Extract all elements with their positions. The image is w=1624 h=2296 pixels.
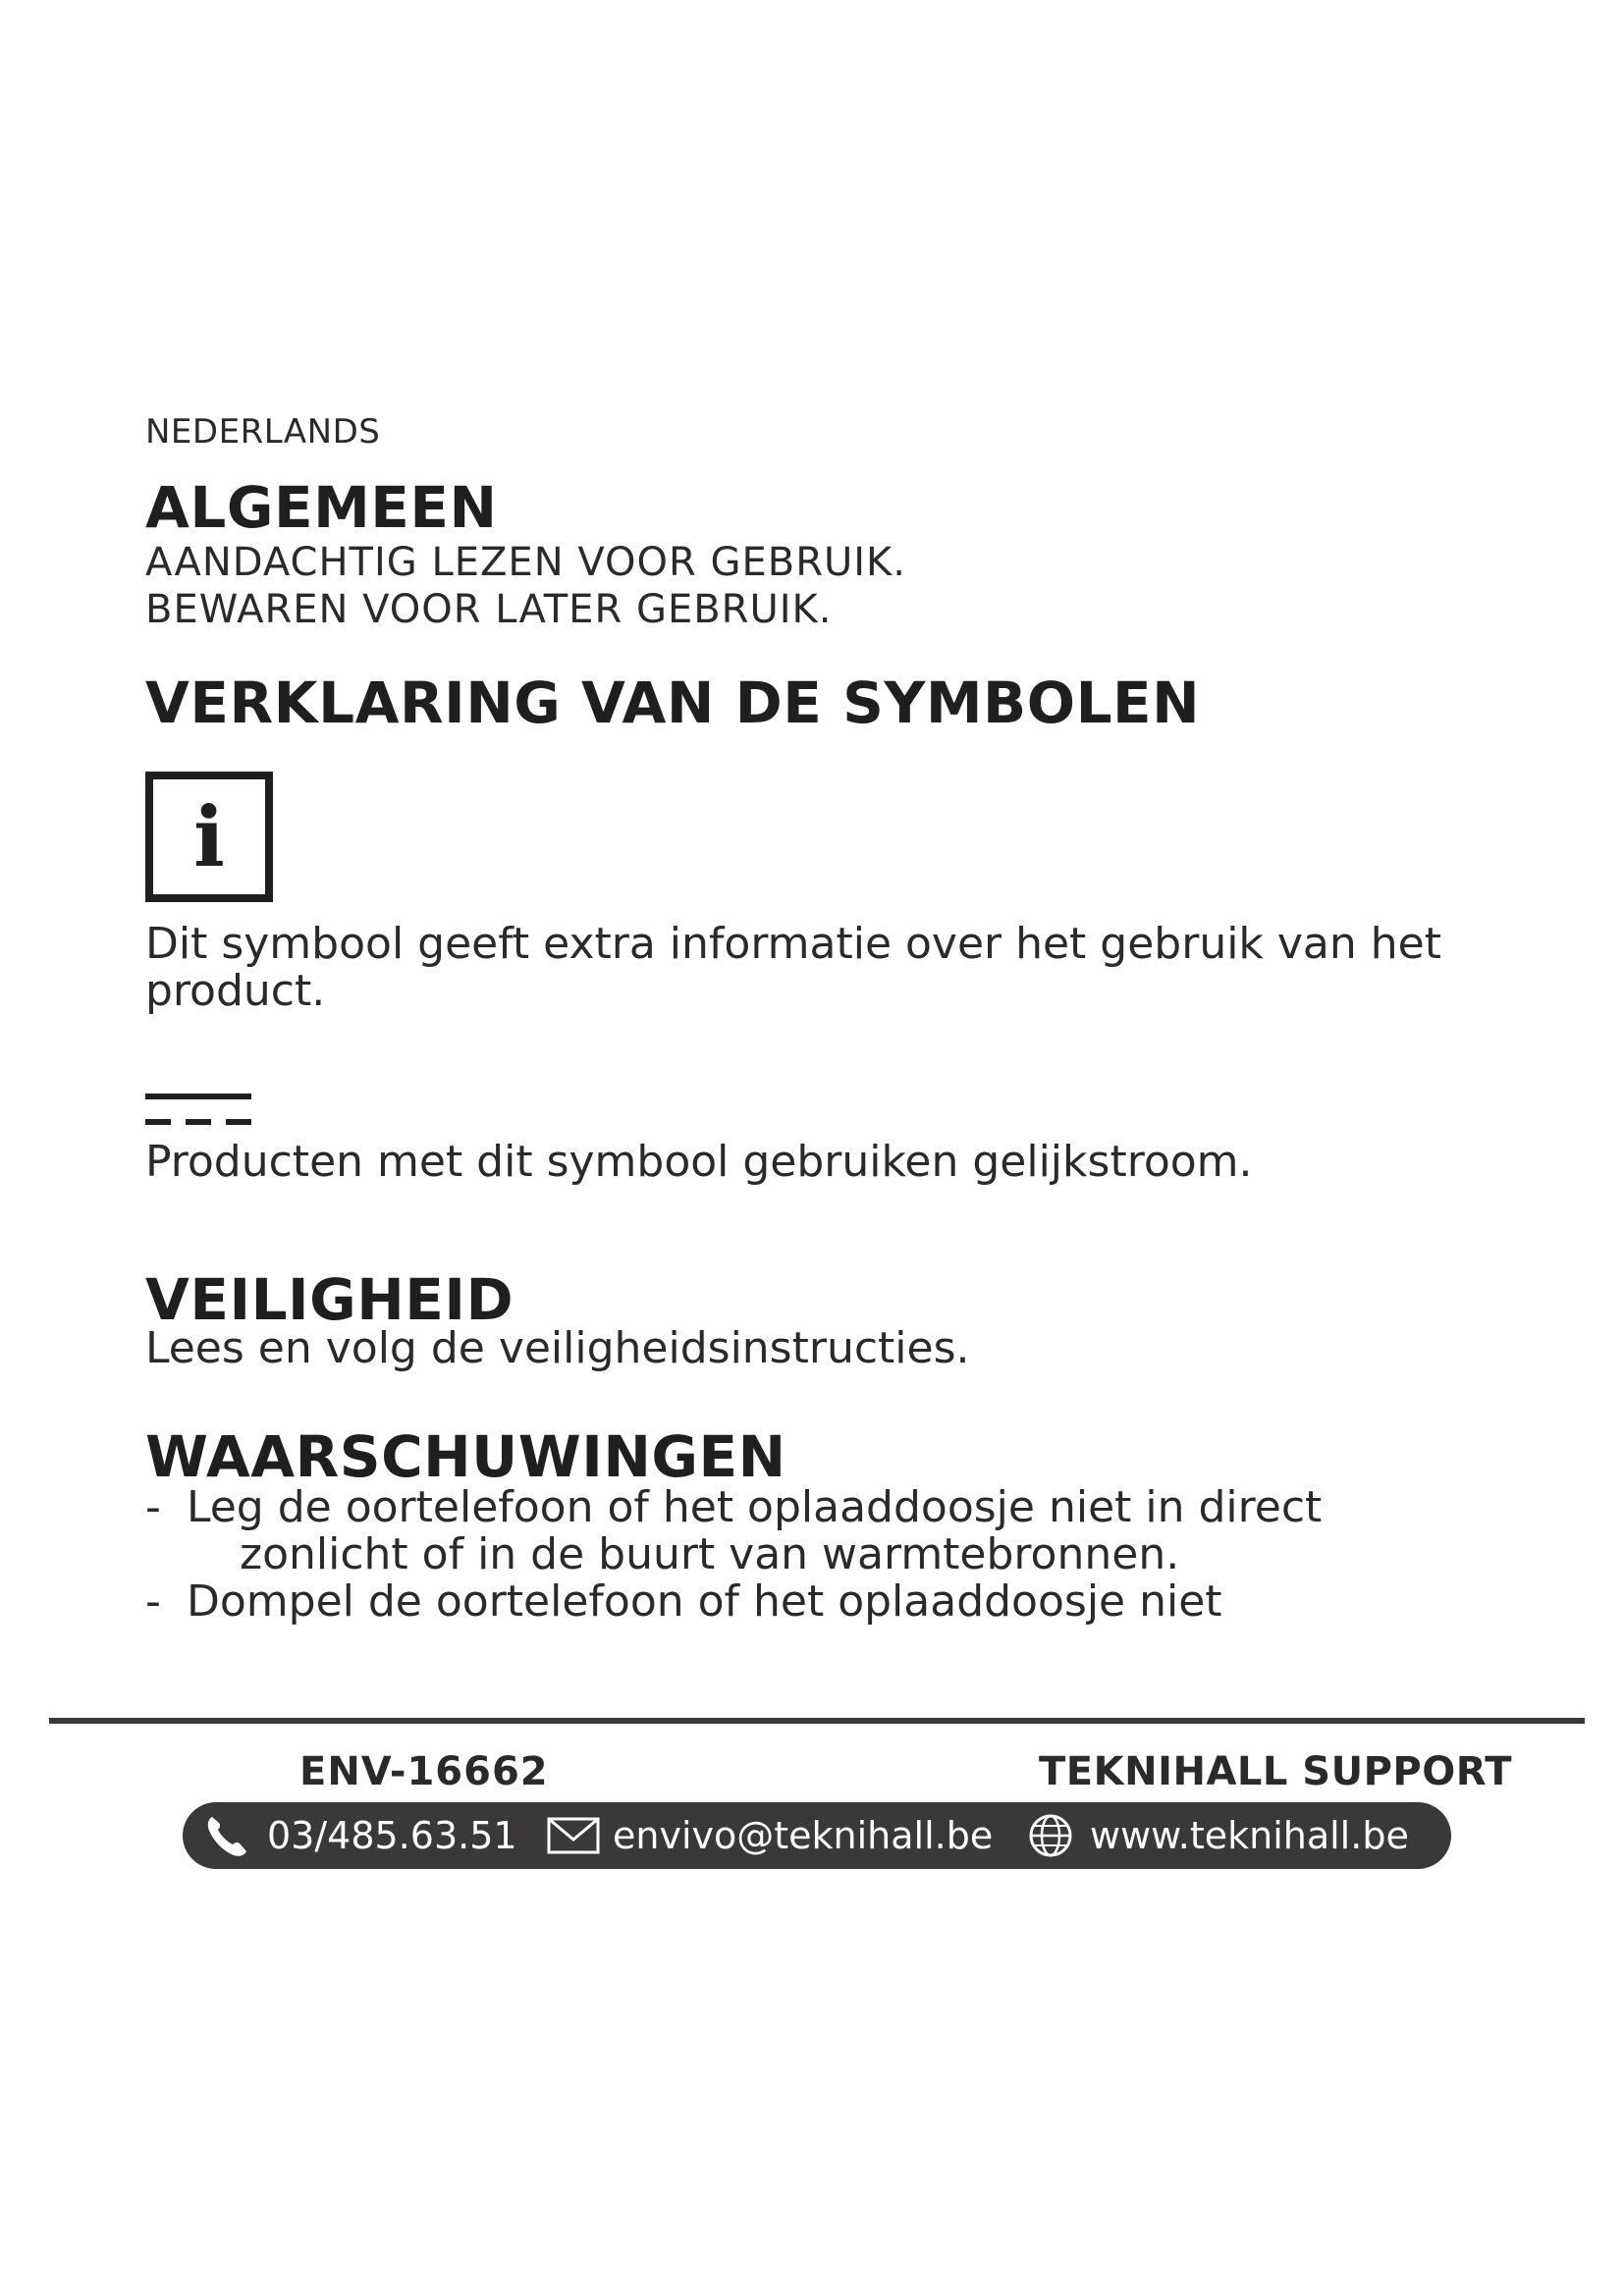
email-link[interactable]: envivo@teknihall.be: [613, 1814, 994, 1857]
product-code: ENV-16662: [299, 1749, 549, 1794]
warnings-heading: WAARSCHUWINGEN: [145, 1423, 786, 1490]
phone-number: 03/485.63.51: [267, 1814, 517, 1857]
website-contact[interactable]: [1023, 1802, 1409, 1869]
phone-icon: [200, 1811, 255, 1860]
globe-icon: [1023, 1811, 1078, 1860]
website-link[interactable]: www.teknihall.be: [1090, 1814, 1409, 1857]
envelope-icon: [546, 1811, 601, 1860]
general-line: AANDACHTIG LEZEN VOOR GEBRUIK.: [145, 540, 906, 585]
safety-text: Lees en volg de veiligheidsinstructies.: [145, 1323, 970, 1373]
warning-line: Leg de oortelefoon of het oplaaddoosje niet in direct: [187, 1482, 1323, 1532]
warnings-list: [145, 1484, 1500, 1626]
language-label: NEDERLANDS: [145, 412, 381, 452]
list-item: [145, 1578, 1500, 1626]
symbols-heading: VERKLARING VAN DE SYMBOLEN: [145, 669, 1201, 736]
general-line: BEWAREN VOOR LATER GEBRUIK.: [145, 587, 833, 632]
email-contact[interactable]: [546, 1802, 993, 1869]
warning-line: Dompel de oortelefoon of het oplaaddoosje niet: [187, 1576, 1222, 1627]
contact-bar: [183, 1802, 1451, 1869]
general-heading: ALGEMEEN: [145, 474, 498, 541]
list-bullet: -: [145, 1482, 161, 1532]
support-label: TEKNIHALL SUPPORT: [1039, 1749, 1513, 1794]
list-item: [145, 1484, 1500, 1578]
safety-heading: VEILIGHEID: [145, 1266, 514, 1333]
general-instructions: [145, 539, 906, 633]
info-symbol-description: Dit symbool geeft extra informatie over het gebruik van het product.: [145, 919, 1441, 1016]
warning-line: zonlicht of in de buurt van warmtebronnen.: [240, 1529, 1180, 1579]
direct-current-icon: [145, 1092, 251, 1131]
list-bullet: -: [145, 1576, 161, 1627]
dc-symbol-description: Producten met dit symbool gebruiken gelijkstroom.: [145, 1137, 1253, 1187]
divider: [49, 1718, 1585, 1724]
phone-contact: [200, 1802, 517, 1869]
info-icon: i: [145, 772, 273, 902]
